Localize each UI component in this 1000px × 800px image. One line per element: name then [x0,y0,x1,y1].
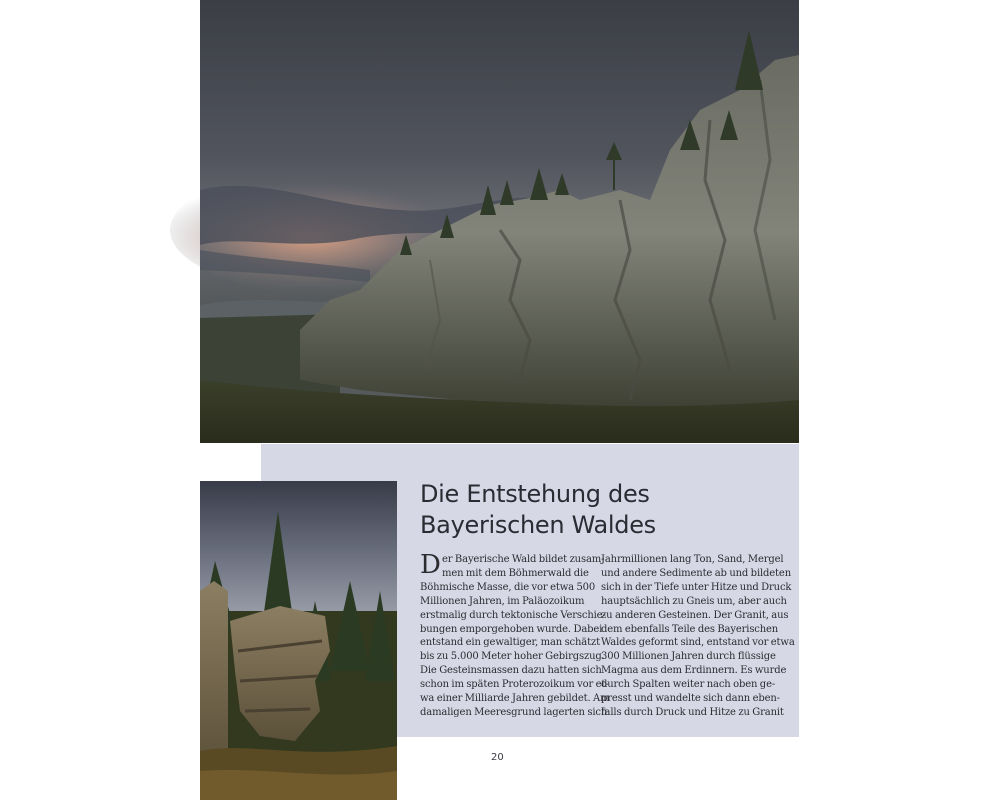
body-line: sich in der Tiefe unter Hitze und Druck [601,581,792,593]
body-line: Magma aus dem Erdinnern. Es wurde [601,665,787,677]
body-line: bis zu 5.000 Meter hoher Gebirgszug. [420,651,605,663]
body-line: und andere Sedimente ab und bildeten [601,567,791,579]
body-line: Die Gesteinsmassen dazu hatten sich [420,665,602,677]
landscape-photo-illustration [200,0,799,443]
body-line: men mit dem Böhmerwald die [442,567,589,579]
body-line: falls durch Druck und Hitze zu Granit [601,706,784,718]
article-title-line-1: Die Entstehung des [420,480,650,508]
body-column-1 [420,550,610,720]
body-line: hauptsächlich zu Gneis um, aber auch [601,595,787,607]
body-line: wa einer Milliarde Jahren gebildet. Am [420,693,610,705]
landscape-photo [200,0,799,443]
rock-formation-photo-illustration [200,481,397,800]
body-line: zu anderen Gesteinen. Der Granit, aus [601,609,789,621]
drop-cap: D [420,550,441,580]
body-line: entstand ein gewaltiger, man schätzt [420,637,600,649]
rock-formation-photo [200,481,397,800]
body-line: erstmalig durch tektonische Verschie- [420,609,606,621]
body-line: presst und wandelte sich dann eben- [601,693,780,705]
body-line: 300 Millionen Jahren durch flüssige [601,651,776,663]
body-line: Waldes geformt sind, entstand vor etwa [601,637,795,649]
body-line: bungen emporgehoben wurde. Dabei [420,623,603,635]
body-line: schon im späten Proterozoikum vor et- [420,679,609,691]
body-line: dem ebenfalls Teile des Bayerischen [601,623,779,635]
body-line: Millionen Jahren, im Paläozoikum [420,595,585,607]
article-title [420,479,780,541]
body-line: Jahrmillionen lang Ton, Sand, Mergel [601,554,784,565]
body-line: damaligen Meeresgrund lagerten sich [420,706,608,718]
body-column-2 [601,553,795,720]
body-line: er Bayerische Wald bildet zusam- [442,554,605,565]
body-line: durch Spalten weiter nach oben ge- [601,679,776,691]
body-line: Böhmische Masse, die vor etwa 500 [420,581,596,593]
article-title-line-2: Bayerischen Waldes [420,511,656,539]
page-number: 20 [491,752,504,763]
